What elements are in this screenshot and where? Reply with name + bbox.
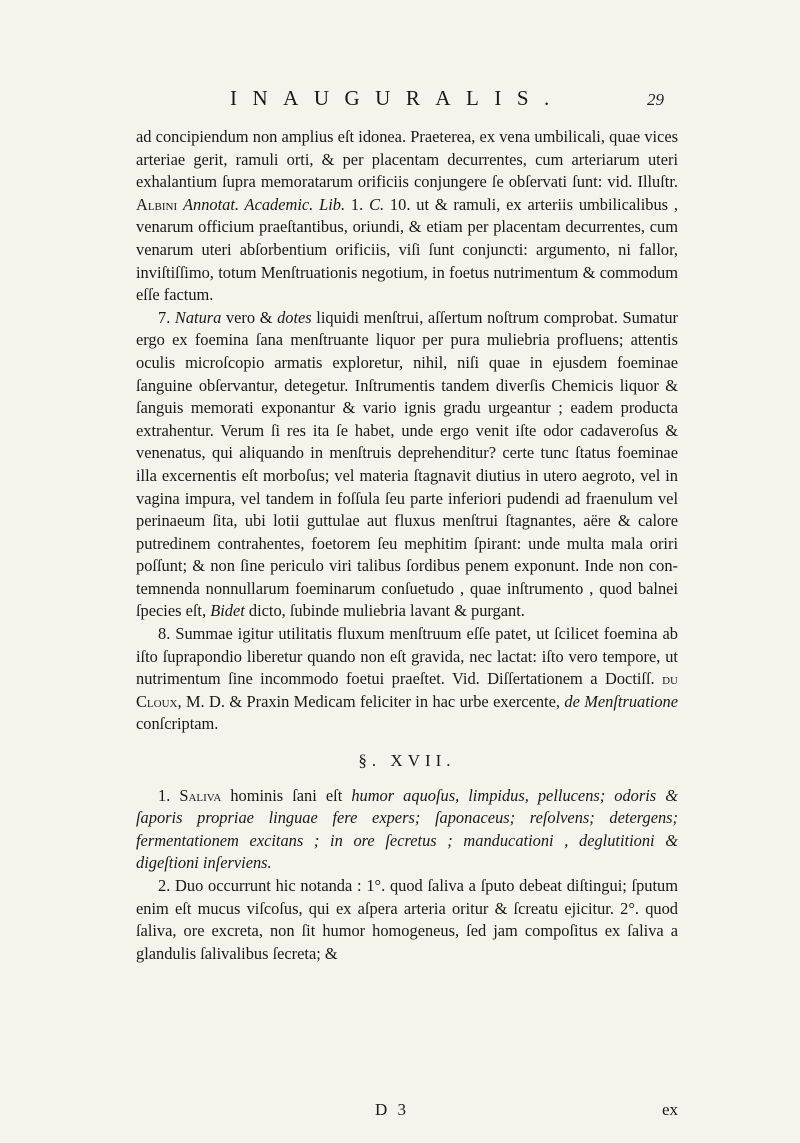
text-run: liquidi menſtrui, aſſertum noſtrum comprobat. Sumatur ergo ex foemina ſana menſtruante liquor per pura muliebria profluens; attentis oculis microſcopio armatis exploretur, nihil, niſi quae in ejusdem foeminae ſanguine obſervantur, detegetur. Inſtrumentis tandem diverſis Chemicis liquor & ſanguis memorati exponantur & vario ignis gradu urgeantur ; eadem producta extrahentur. Verum ſi res ita ſe habet, unde ergo venit iſte odor cadaveroſus & venenatus, qui aliquando in menſtruis deprehenditur? certe tunc ſtatus foeminae illa excernentis eſt morboſus; vel materia ſtagnavit diutius in utero aegroto, vel in vagina impura, vel tandem in foſſula ſeu parte inferiori pudendi ad fraenulum vel perinaeum ſita, ubi lotii guttulae aut fluxus menſtrui ſtagnantes, aëre & calore putredinem contrahentes, foetorem ſeu mephitim ſpirant: unde multa mala oriri poſſunt; & non ſine periculo viri talibus ſordibus penem exponunt. Inde non contemnenda nonnullarum foeminarum conſuetudo , quae inſtrumento , quod balnei ſpecies eſt,	[136, 307, 678, 621]
paragraph-saliva-1	[136, 785, 678, 875]
text-run: 2. Duo occurrunt hic notanda : 1°. quod ſaliva a ſputo debeat diſtingui; ſputum enim eſt mucus viſcoſus, qui ex aſpera arteria oritur & ſcreatu ejicitur. 2°. quod ſaliva, ore excreta, non ſit humor homogeneus, ſed jam compoſitus ex ſaliva a glandulis ſalivalibus ſecreta; &	[136, 876, 678, 963]
author-du-cloux: du Cloux	[136, 669, 678, 711]
signature-mark: D 3	[375, 1100, 410, 1119]
section-heading: §. XVII.	[358, 751, 456, 771]
text-run: 1.	[345, 194, 370, 214]
term-saliva: Saliva	[179, 785, 222, 805]
page-number: 29	[647, 90, 664, 109]
chapter-abbrev: C.	[369, 194, 385, 214]
text-run: vero &	[221, 307, 278, 327]
text-run: 10. ut & ramuli, ex arteriis umbilicalibus , venarum officium praeſtantibus, oriundi, & etiam per placentam decurrentes, cum venarum uteri abſorbentium orificiis, viſi ſunt conjuncti: argumento, ni fallor, inviſtiſſimo, totum Menſtruationis negotium, in foetus nutrimentum & commodum eſſe factum.	[136, 194, 678, 305]
text-run: 8. Summae igitur utilitatis fluxum menſtruum eſſe patet, ut ſcilicet foemina ab iſto ſuprapondio liberetur quando non eſt gravida, nec lactat: iſto vero tempore, ut nutrimentum ſine incommodo foetui praeſtet. Vid. Diſſertationem a Doctiſſ.	[136, 624, 678, 689]
saliva-description: humor aquoſus, limpidus, pellucens; odoris & ſaporis propriae linguae fere expers; ſaponaceus; reſolvens; detergens; fermentationem excitans ; in ore ſecretus ; manducationi , deglutitioni & digeſtioni inſerviens.	[136, 785, 678, 873]
text-run: ad concipiendum non amplius eſt idonea. Praeterea, ex vena umbilicali, quae vices arteriae gerit, ramuli orti, & per placentam decurrentes, cum arteriarum uteri exhalantium ſupra memoratarum orificiis conjungere ſe obſervati ſunt: vid. Illuſtr.	[136, 127, 678, 192]
paragraph-7	[136, 307, 678, 623]
text-run: conſcriptam.	[136, 714, 219, 734]
term-natura: Natura	[174, 307, 222, 327]
text-run: 1.	[158, 785, 180, 805]
body-text	[136, 126, 678, 965]
work-title: Annotat. Academic. Lib.	[183, 194, 346, 214]
catchword: ex	[661, 1100, 678, 1119]
text-run: hominis ſani eſt	[221, 785, 352, 805]
running-head	[0, 78, 800, 118]
term-dotes: dotes	[277, 307, 312, 327]
text-run: 7.	[158, 307, 175, 327]
author-albini: Albini	[136, 194, 178, 214]
page-footer	[0, 1100, 800, 1130]
running-title: INAUGURALIS.	[230, 86, 565, 110]
text-run: , M. D. & Praxin Medicam feliciter in hac urbe exercente,	[177, 691, 565, 711]
term-bidet: Bidet	[210, 601, 245, 621]
paragraph-saliva-2	[136, 875, 678, 965]
work-de-menstruatione: de Menſtruatione	[564, 691, 679, 711]
paragraph-intro	[136, 126, 678, 307]
text-run: dicto, ſubinde muliebria lavant & purgant.	[244, 601, 525, 621]
paragraph-8	[136, 623, 678, 736]
